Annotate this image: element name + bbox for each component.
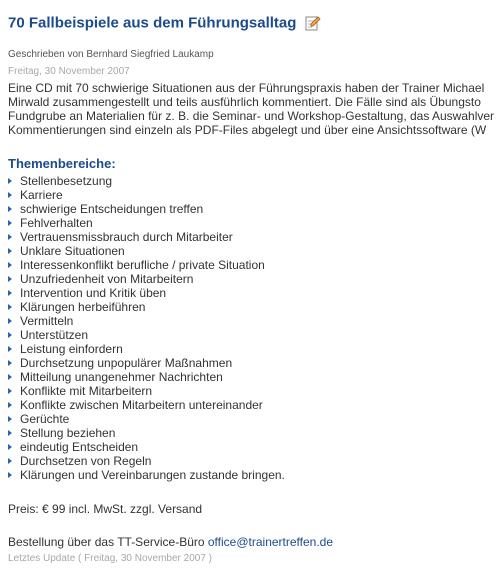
list-item-label: Klärungen und Vereinbarungen zustande bringen.: [20, 468, 285, 482]
bullet-arrow-icon: [8, 192, 12, 198]
list-item-label: Fehlverhalten: [20, 216, 93, 230]
order-text: Bestellung über das TT-Service-Büro: [8, 535, 208, 549]
bullet-arrow-icon: [8, 276, 12, 282]
list-item: [8, 412, 285, 426]
bullet-arrow-icon: [8, 374, 12, 380]
themes-heading: Themenbereiche:: [8, 156, 116, 171]
list-item-label: Unklare Situationen: [20, 244, 125, 258]
list-item: [8, 202, 285, 216]
list-item-label: Stellung beziehen: [20, 426, 116, 440]
list-item-label: eindeutig Entscheiden: [20, 440, 139, 454]
list-item: [8, 468, 285, 482]
bullet-arrow-icon: [8, 178, 12, 184]
bullet-arrow-icon: [8, 360, 12, 366]
list-item-label: Vermitteln: [20, 314, 74, 328]
list-item-label: Vertrauensmissbrauch durch Mitarbeiter: [20, 230, 233, 244]
bullet-arrow-icon: [8, 332, 12, 338]
list-item-label: Interessenkonflikt berufliche / private Situation: [20, 258, 265, 272]
bullet-arrow-icon: [8, 430, 12, 436]
bullet-arrow-icon: [8, 416, 12, 422]
last-update: Letztes Update ( Freitag, 30 November 2007 ): [8, 553, 212, 564]
list-item-label: Konflikte zwischen Mitarbeitern untereinander: [20, 398, 263, 412]
list-item-label: Karriere: [20, 188, 63, 202]
bullet-arrow-icon: [8, 234, 12, 240]
bullet-arrow-icon: [8, 444, 12, 450]
list-item: [8, 328, 285, 342]
list-item: [8, 342, 285, 356]
bullet-arrow-icon: [8, 304, 12, 310]
list-item: [8, 216, 285, 230]
list-item-label: Durchsetzung unpopulärer Maßnahmen: [20, 356, 233, 370]
list-item-label: Unzufriedenheit von Mitarbeitern: [20, 272, 194, 286]
article-date: Freitag, 30 November 2007: [8, 66, 130, 77]
list-item: [8, 272, 285, 286]
edit-pencil-icon[interactable]: [305, 15, 321, 31]
list-item: [8, 286, 285, 300]
list-item: [8, 426, 285, 440]
bullet-arrow-icon: [8, 206, 12, 212]
list-item-label: Mitteilung unangenehmer Nachrichten: [20, 370, 223, 384]
bullet-arrow-icon: [8, 262, 12, 268]
list-item-label: Intervention und Kritik üben: [20, 286, 167, 300]
list-item: [8, 356, 285, 370]
bullet-arrow-icon: [8, 346, 12, 352]
list-item-label: Stellenbesetzung: [20, 174, 113, 188]
bullet-arrow-icon: [8, 458, 12, 464]
article-author: Geschrieben von Bernhard Siegfried Laukamp: [8, 49, 214, 60]
intro-line: Kommentierungen sind einzeln als PDF-Files abgelegt und über eine Ansichtssoftware (W: [8, 123, 487, 137]
list-item-label: Gerüchte: [20, 412, 70, 426]
list-item-label: Leistung einfordern: [20, 342, 123, 356]
list-item: [8, 398, 285, 412]
list-item: [8, 454, 285, 468]
list-item-label: Konflikte mit Mitarbeitern: [20, 384, 153, 398]
list-item-label: Unterstützen: [20, 328, 89, 342]
list-item: [8, 258, 285, 272]
bullet-arrow-icon: [8, 388, 12, 394]
list-item: [8, 384, 285, 398]
email-link[interactable]: office@trainertreffen.de: [207, 535, 334, 549]
list-item: [8, 440, 285, 454]
list-item-label: schwierige Entscheidungen treffen: [20, 202, 204, 216]
intro-line: Eine CD mit 70 schwierige Situationen aus der Führungspraxis haben der Trainer Michael: [8, 81, 485, 95]
bullet-arrow-icon: [8, 248, 12, 254]
price-text: Preis: € 99 incl. MwSt. zzgl. Versand: [8, 502, 203, 516]
article-title-row: [8, 14, 321, 36]
list-item: [8, 174, 285, 188]
list-item: [8, 188, 285, 202]
article-intro: [8, 81, 502, 137]
list-item: [8, 230, 285, 244]
intro-line: Fundgrube an Materialien für z. B. die Seminar- und Workshop-Gestaltung, das Auswahlver: [8, 109, 495, 123]
list-item: [8, 370, 285, 384]
bullet-arrow-icon: [8, 402, 12, 408]
intro-line: Mirwald zusammengestellt und teils ausführlich kommentiert. Die Fälle sind als Übungsto: [8, 95, 481, 109]
list-item: [8, 314, 285, 328]
list-item: [8, 300, 285, 314]
topic-list: [8, 174, 285, 482]
list-item-label: Durchsetzen von Regeln: [20, 454, 152, 468]
bullet-arrow-icon: [8, 472, 12, 478]
list-item-label: Klärungen herbeiführen: [20, 300, 146, 314]
list-item: [8, 244, 285, 258]
bullet-arrow-icon: [8, 220, 12, 226]
bullet-arrow-icon: [8, 318, 12, 324]
bullet-arrow-icon: [8, 290, 12, 296]
order-info: [8, 535, 333, 549]
article-title[interactable]: 70 Fallbeispiele aus dem Führungsalltag: [8, 14, 297, 32]
